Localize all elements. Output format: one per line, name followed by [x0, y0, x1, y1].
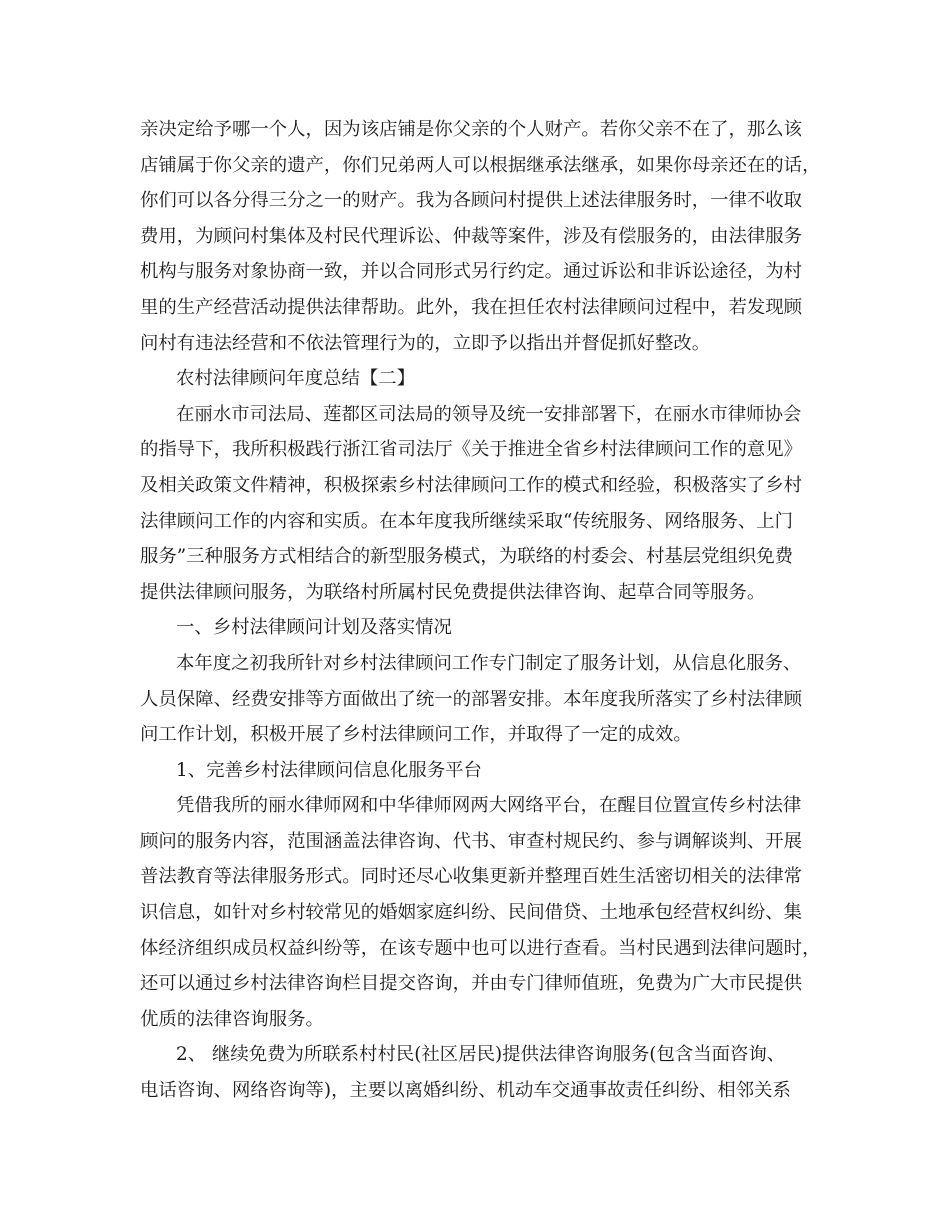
text-line: 问工作计划，积极开展了乡村法律顾问工作，并取得了一定的成效。: [140, 724, 692, 746]
text-line: 你们可以各分得三分之一的财产。我为各顾问村提供上述法律服务时，一律不收取: [140, 190, 803, 212]
text-line: 顾问的服务内容，范围涵盖法律咨询、代书、审查村规民约、参与调解谈判、开展: [140, 830, 803, 852]
text-line: 机构与服务对象协商一致，并以合同形式另行约定。通过诉讼和非诉讼途径，为村: [140, 261, 803, 283]
text-line: 法律顾问工作的内容和实质。在本年度我所继续采取“传统服务、网络服务、上门: [140, 510, 794, 532]
text-line: 识信息，如针对乡村较常见的婚姻家庭纠纷、民间借贷、土地承包经营权纠纷、集: [140, 902, 803, 924]
text-line: 提供法律顾问服务，为联络村所属村民免费提供法律咨询、起草合同等服务。: [140, 581, 766, 603]
paragraph-first-line: 凭借我所的丽水律师网和中华律师网两大网络平台，在醒目位置宣传乡村法律: [176, 795, 802, 817]
text-line: 服务”三种服务方式相结合的新型服务模式，为联络的村委会、村基层党组织免费: [140, 546, 794, 568]
text-line: 人员保障、经费安排等方面做出了统一的部署安排。本年度我所落实了乡村法律顾: [140, 688, 803, 710]
paragraph-first-line: 2、 继续免费为所联系村村民(社区居民)提供法律咨询服务(包含当面咨询、: [176, 1044, 786, 1066]
paragraph-first-line: 1、完善乡村法律顾问信息化服务平台: [176, 759, 482, 781]
text-line: 店铺属于你父亲的遗产，你们兄弟两人可以根据继承法继承，如果你母亲还在的话，: [140, 154, 821, 176]
text-line: 的指导下，我所积极践行浙江省司法厅《关于推进全省乡村法律顾问工作的意见》: [140, 439, 803, 461]
text-line: 普法教育等法律服务形式。同时还尽心收集更新并整理百姓生活密切相关的法律常: [140, 866, 803, 888]
text-line: 亲决定给予哪一个人，因为该店铺是你父亲的个人财产。若你父亲不在了，那么该: [140, 119, 803, 140]
paragraph-first-line: 农村法律顾问年度总结【二】: [176, 368, 416, 390]
paragraph-first-line: 本年度之初我所针对乡村法律顾问工作专门制定了服务计划，从信息化服务、: [176, 652, 802, 674]
text-line: 及相关政策文件精神，积极探索乡村法律顾问工作的模式和经验，积极落实了乡村: [140, 474, 803, 496]
paragraph-first-line: 一、乡村法律顾问计划及落实情况: [176, 617, 452, 639]
text-line: 问村有违法经营和不依法管理行为的，立即予以指出并督促抓好整改。: [140, 332, 711, 354]
text-line: 费用，为顾问村集体及村民代理诉讼、仲裁等案件，涉及有偿服务的，由法律服务: [140, 225, 803, 247]
text-line: 电话咨询、网络咨询等)，主要以离婚纠纷、机动车交通事故责任纠纷、相邻关系: [140, 1080, 791, 1102]
text-line: 优质的法律咨询服务。: [140, 1008, 324, 1030]
paragraph-first-line: 在丽水市司法局、莲都区司法局的领导及统一安排部署下，在丽水市律师协会: [176, 403, 802, 425]
text-line: 里的生产经营活动提供法律帮助。此外，我在担任农村法律顾问过程中，若发现顾: [140, 296, 803, 318]
text-line: 体经济组织成员权益纠纷等，在该专题中也可以进行查看。当村民遇到法律问题时，: [140, 937, 821, 959]
text-line: 还可以通过乡村法律咨询栏目提交咨询，并由专门律师值班，免费为广大市民提供: [140, 973, 803, 995]
document-body: [140, 112, 820, 1109]
